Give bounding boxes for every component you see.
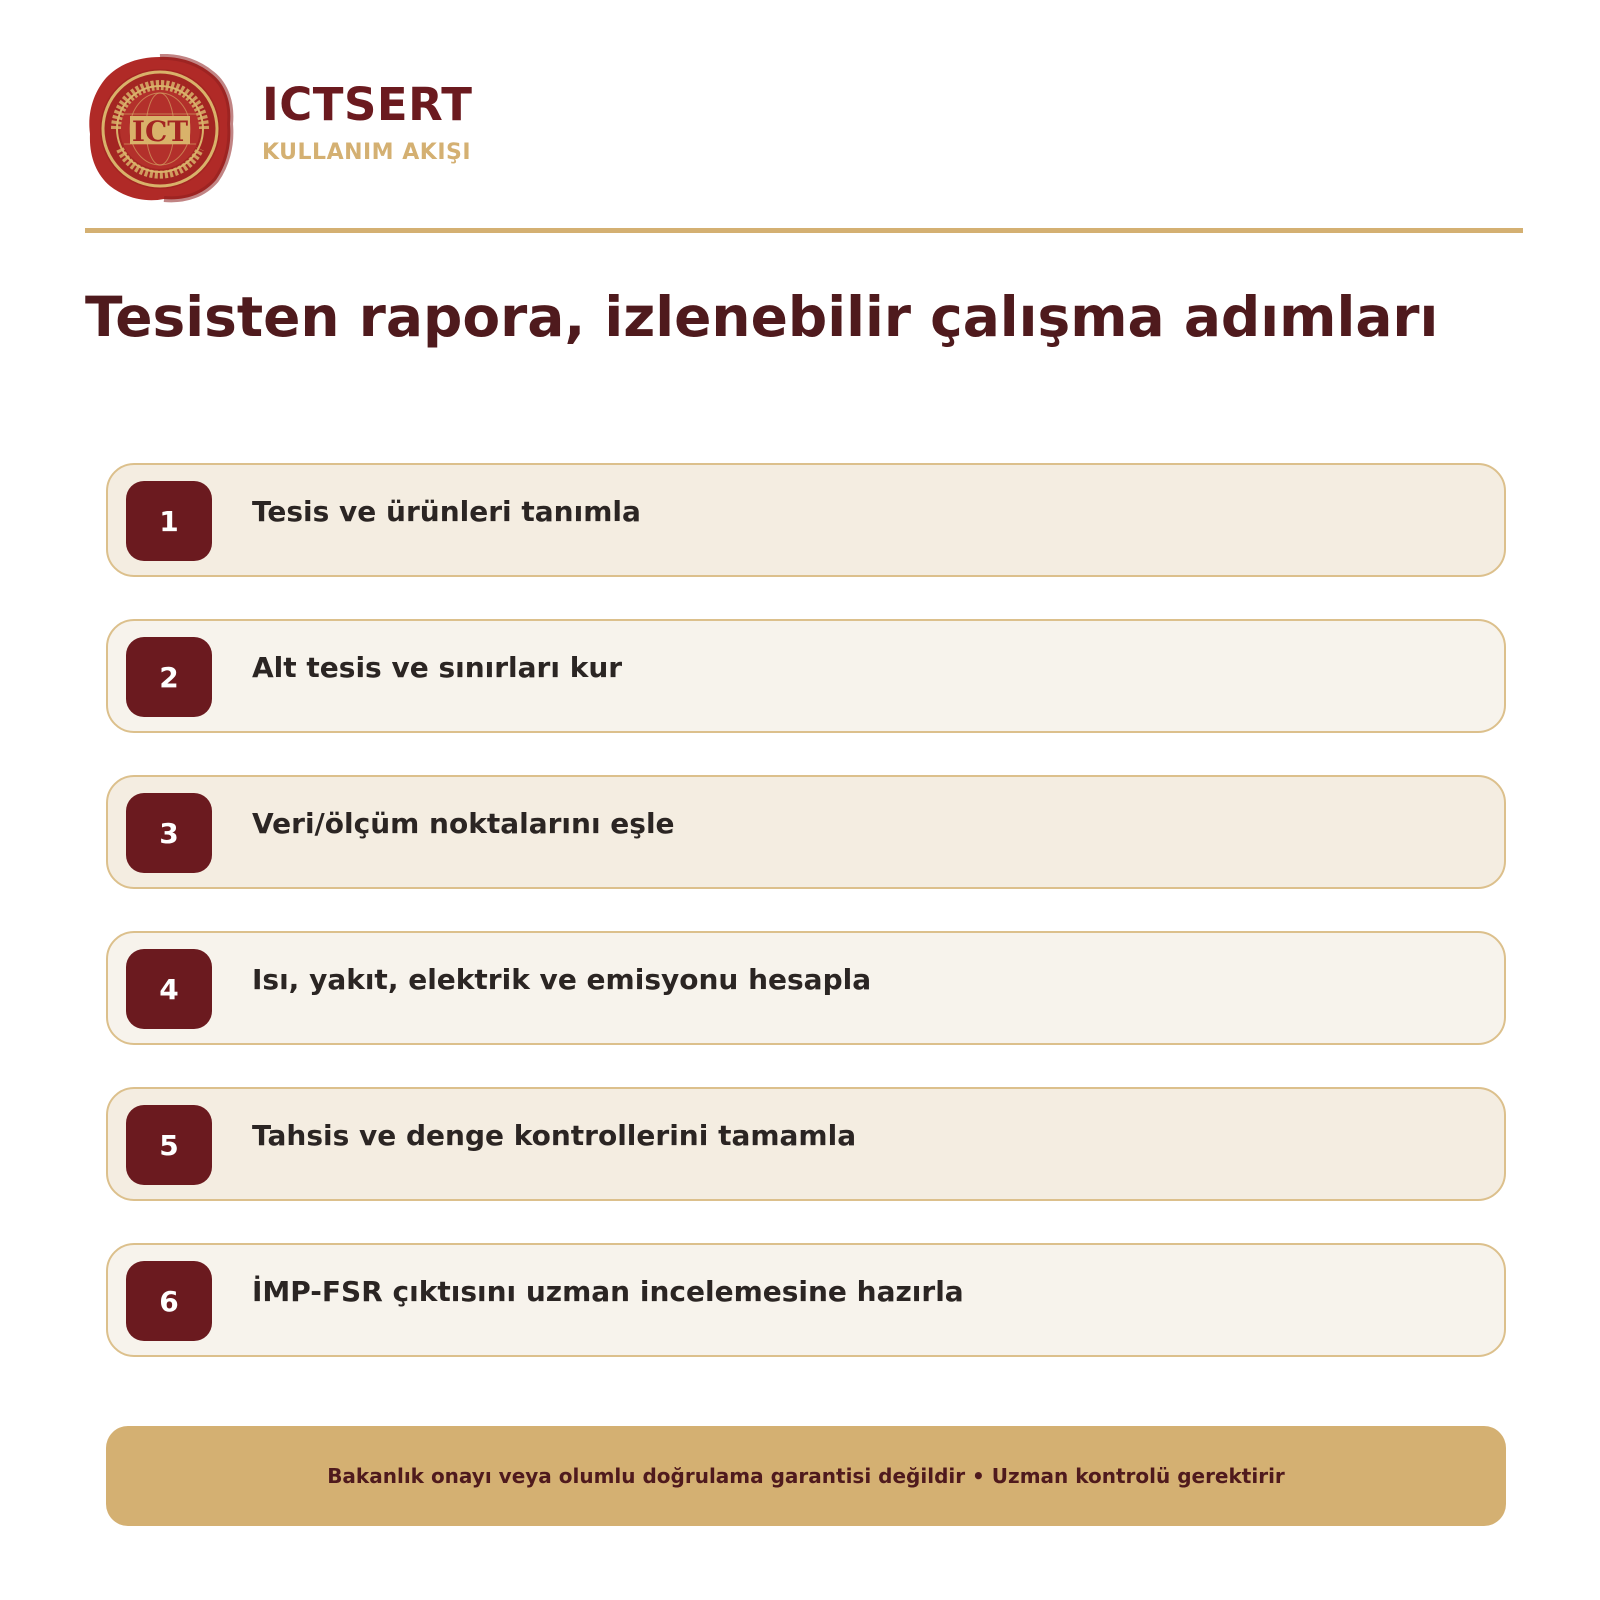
step-card-2 xyxy=(106,619,1506,733)
step-label: Tesis ve ürünleri tanımla xyxy=(252,495,641,528)
step-label: İMP-FSR çıktısını uzman incelemesine hazırla xyxy=(252,1275,964,1308)
ictsert-seal-logo xyxy=(86,54,234,204)
step-number-badge: 6 xyxy=(126,1261,212,1341)
brand-subtitle: KULLANIM AKIŞI xyxy=(262,140,472,165)
step-number-badge: 2 xyxy=(126,637,212,717)
disclaimer-banner xyxy=(106,1426,1506,1526)
header-divider xyxy=(85,228,1523,233)
disclaimer-text: Bakanlık onayı veya olumlu doğrulama garantisi değildir • Uzman kontrolü gerektirir xyxy=(327,1464,1285,1488)
step-label: Isı, yakıt, elektrik ve emisyonu hesapla xyxy=(252,963,872,996)
step-card-4 xyxy=(106,931,1506,1045)
brand-name: ICTSERT xyxy=(262,78,473,131)
step-card-3 xyxy=(106,775,1506,889)
step-number-badge: 1 xyxy=(126,481,212,561)
step-label: Veri/ölçüm noktalarını eşle xyxy=(252,807,675,840)
step-number-badge: 5 xyxy=(126,1105,212,1185)
step-number-badge: 4 xyxy=(126,949,212,1029)
step-label: Tahsis ve denge kontrollerini tamamla xyxy=(252,1119,857,1152)
steps-list xyxy=(106,463,1506,1399)
step-card-5 xyxy=(106,1087,1506,1201)
step-card-1 xyxy=(106,463,1506,577)
wax-seal-icon xyxy=(86,54,234,204)
svg-text:ICT: ICT xyxy=(131,115,189,148)
step-number-badge: 3 xyxy=(126,793,212,873)
step-label: Alt tesis ve sınırları kur xyxy=(252,651,623,684)
step-card-6 xyxy=(106,1243,1506,1357)
page-title: Tesisten rapora, izlenebilir çalışma adımları xyxy=(85,285,1439,349)
